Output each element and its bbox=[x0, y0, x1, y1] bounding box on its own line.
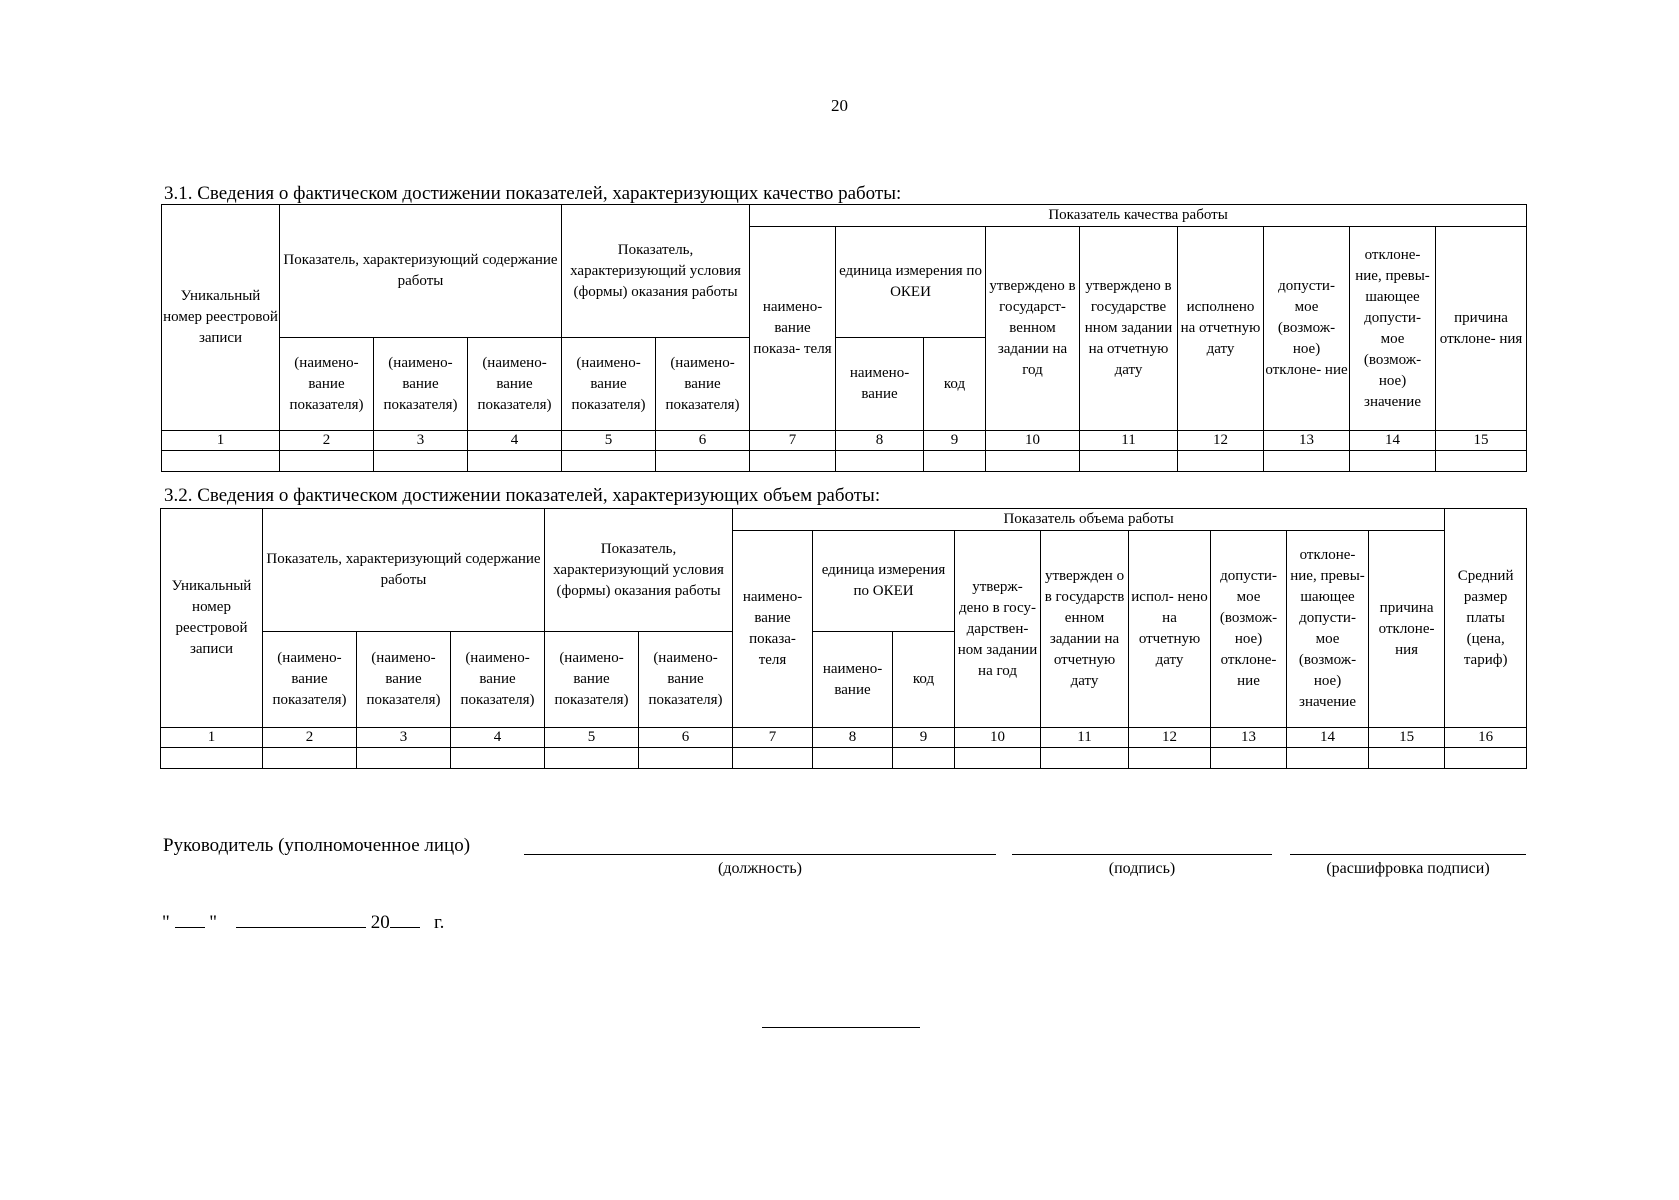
signatory-label: Руководитель (уполномоченное лицо) bbox=[163, 835, 471, 856]
data-cell[interactable] bbox=[1287, 748, 1369, 769]
column-number: 4 bbox=[451, 728, 545, 748]
column-number: 8 bbox=[836, 431, 924, 451]
header-content-name-1: (наимено- вание показателя) bbox=[280, 338, 374, 431]
column-number: 1 bbox=[162, 431, 280, 451]
header-conditions-indicator: Показатель, характеризующий условия (формы) оказания работы bbox=[545, 509, 733, 632]
column-number: 16 bbox=[1445, 728, 1527, 748]
data-cell[interactable] bbox=[836, 451, 924, 472]
month-blank[interactable] bbox=[236, 910, 366, 928]
header-approved-year: утверждено в государст- венном задании на год bbox=[986, 227, 1080, 431]
column-number: 6 bbox=[639, 728, 733, 748]
data-cell[interactable] bbox=[893, 748, 955, 769]
data-cell[interactable] bbox=[1445, 748, 1527, 769]
header-approved-date: утвержден о в государств енном задании на отчетную дату bbox=[1041, 531, 1129, 728]
column-numbers-row bbox=[161, 728, 1527, 748]
data-cell[interactable] bbox=[955, 748, 1041, 769]
header-okei-unit: единица измерения по ОКЕИ bbox=[813, 531, 955, 632]
column-number: 15 bbox=[1369, 728, 1445, 748]
header-indicator-name: наимено- вание показа- теля bbox=[733, 531, 813, 728]
year-prefix: 20 bbox=[370, 912, 390, 933]
footer-rule bbox=[762, 1027, 920, 1028]
header-average-price: Средний размер платы (цена, тариф) bbox=[1445, 509, 1527, 728]
day-blank[interactable] bbox=[175, 910, 205, 928]
year-blank[interactable] bbox=[390, 910, 420, 928]
header-unique-number: Уникальный номер реестровой записи bbox=[161, 509, 263, 728]
column-number: 13 bbox=[1211, 728, 1287, 748]
header-volume-indicator-group: Показатель объема работы bbox=[733, 509, 1445, 531]
column-number: 10 bbox=[986, 431, 1080, 451]
data-cell[interactable] bbox=[656, 451, 750, 472]
header-approved-year: утверж- дено в госу- дарствен- ном задании на год bbox=[955, 531, 1041, 728]
data-cell[interactable] bbox=[1129, 748, 1211, 769]
position-caption: (должность) bbox=[718, 860, 802, 877]
data-cell[interactable] bbox=[280, 451, 374, 472]
column-number: 8 bbox=[813, 728, 893, 748]
data-cell[interactable] bbox=[986, 451, 1080, 472]
header-allowed-deviation: допусти- мое (возмож- ное) отклоне- ние bbox=[1264, 227, 1350, 431]
signature-decode-caption: (расшифровка подписи) bbox=[1326, 860, 1490, 877]
data-cell[interactable] bbox=[1080, 451, 1178, 472]
header-executed: испол- нено на отчетную дату bbox=[1129, 531, 1211, 728]
data-cell[interactable] bbox=[263, 748, 357, 769]
quality-indicators-table bbox=[161, 204, 1527, 472]
column-number: 11 bbox=[1080, 431, 1178, 451]
header-content-name-2: (наимено- вание показателя) bbox=[374, 338, 468, 431]
header-conditions-indicator: Показатель, характеризующий условия (формы) оказания работы bbox=[562, 205, 750, 338]
column-number: 7 bbox=[733, 728, 813, 748]
header-unit-code: код bbox=[893, 632, 955, 728]
volume-indicators-table bbox=[160, 508, 1527, 769]
header-content-name-1: (наимено- вание показателя) bbox=[263, 632, 357, 728]
header-unit-code: код bbox=[924, 338, 986, 431]
header-okei-unit: единица измерения по ОКЕИ bbox=[836, 227, 986, 338]
data-cell[interactable] bbox=[1041, 748, 1129, 769]
column-number: 5 bbox=[562, 431, 656, 451]
column-number: 5 bbox=[545, 728, 639, 748]
quote-open: " bbox=[162, 912, 170, 933]
data-cell[interactable] bbox=[733, 748, 813, 769]
section-title-quality: 3.1. Сведения о фактическом достижении показателей, характеризующих качество работы: bbox=[164, 183, 902, 204]
column-number: 2 bbox=[263, 728, 357, 748]
column-number: 13 bbox=[1264, 431, 1350, 451]
data-cell[interactable] bbox=[639, 748, 733, 769]
data-cell[interactable] bbox=[1264, 451, 1350, 472]
column-number: 15 bbox=[1436, 431, 1527, 451]
data-cell[interactable] bbox=[813, 748, 893, 769]
header-deviation-reason: причина отклоне- ния bbox=[1369, 531, 1445, 728]
column-number: 10 bbox=[955, 728, 1041, 748]
column-number: 1 bbox=[161, 728, 263, 748]
column-number: 11 bbox=[1041, 728, 1129, 748]
data-cell[interactable] bbox=[750, 451, 836, 472]
column-number: 12 bbox=[1129, 728, 1211, 748]
column-number: 6 bbox=[656, 431, 750, 451]
data-cell[interactable] bbox=[162, 451, 280, 472]
header-deviation-reason: причина отклоне- ния bbox=[1436, 227, 1527, 431]
header-content-name-3: (наимено- вание показателя) bbox=[451, 632, 545, 728]
header-content-name-2: (наимено- вание показателя) bbox=[357, 632, 451, 728]
header-executed: исполнено на отчетную дату bbox=[1178, 227, 1264, 431]
column-number: 3 bbox=[374, 431, 468, 451]
header-content-name-3: (наимено- вание показателя) bbox=[468, 338, 562, 431]
position-line[interactable] bbox=[524, 854, 996, 855]
header-allowed-deviation: допусти- мое (возмож- ное) отклоне- ние bbox=[1211, 531, 1287, 728]
column-number: 14 bbox=[1350, 431, 1436, 451]
quote-close: " bbox=[209, 912, 218, 933]
header-content-indicator: Показатель, характеризующий содержание работы bbox=[263, 509, 545, 632]
column-number: 9 bbox=[924, 431, 986, 451]
header-quality-indicator-group: Показатель качества работы bbox=[750, 205, 1527, 227]
data-cell[interactable] bbox=[924, 451, 986, 472]
header-unique-number: Уникальный номер реестровой записи bbox=[162, 205, 280, 431]
header-content-indicator: Показатель, характеризующий содержание работы bbox=[280, 205, 562, 338]
data-cell[interactable] bbox=[468, 451, 562, 472]
data-cell[interactable] bbox=[451, 748, 545, 769]
header-approved-date: утверждено в государстве нном задании на отчетную дату bbox=[1080, 227, 1178, 431]
signature-decode-line[interactable] bbox=[1290, 854, 1526, 855]
column-number: 12 bbox=[1178, 431, 1264, 451]
header-unit-name: наимено- вание bbox=[836, 338, 924, 431]
column-number: 3 bbox=[357, 728, 451, 748]
table-row bbox=[161, 748, 1527, 769]
header-indicator-name: наимено- вание показа- теля bbox=[750, 227, 836, 431]
data-cell[interactable] bbox=[357, 748, 451, 769]
data-cell[interactable] bbox=[161, 748, 263, 769]
data-cell[interactable] bbox=[1436, 451, 1527, 472]
column-number: 7 bbox=[750, 431, 836, 451]
header-conditions-name-1: (наимено- вание показателя) bbox=[562, 338, 656, 431]
data-cell[interactable] bbox=[562, 451, 656, 472]
header-conditions-name-2: (наимено- вание показателя) bbox=[656, 338, 750, 431]
table-row bbox=[162, 451, 1527, 472]
data-cell[interactable] bbox=[1369, 748, 1445, 769]
data-cell[interactable] bbox=[1178, 451, 1264, 472]
data-cell[interactable] bbox=[374, 451, 468, 472]
signature-caption: (подпись) bbox=[1108, 860, 1176, 877]
header-conditions-name-2: (наимено- вание показателя) bbox=[639, 632, 733, 728]
column-number: 9 bbox=[893, 728, 955, 748]
data-cell[interactable] bbox=[1211, 748, 1287, 769]
column-number: 4 bbox=[468, 431, 562, 451]
date-line bbox=[162, 910, 444, 934]
header-exceeding-deviation: отклоне- ние, превы- шающее допусти- мое (возмож- ное) значение bbox=[1287, 531, 1369, 728]
header-unit-name: наимено- вание bbox=[813, 632, 893, 728]
section-title-volume: 3.2. Сведения о фактическом достижении показателей, характеризующих объем работы: bbox=[164, 485, 881, 506]
data-cell[interactable] bbox=[1350, 451, 1436, 472]
column-number: 2 bbox=[280, 431, 374, 451]
data-cell[interactable] bbox=[545, 748, 639, 769]
year-suffix: г. bbox=[434, 912, 445, 933]
signature-line[interactable] bbox=[1012, 854, 1272, 855]
page-number: 20 bbox=[831, 96, 848, 115]
column-numbers-row bbox=[162, 431, 1527, 451]
column-number: 14 bbox=[1287, 728, 1369, 748]
header-exceeding-deviation: отклоне- ние, превы- шающее допусти- мое (возмож- ное) значение bbox=[1350, 227, 1436, 431]
header-conditions-name-1: (наимено- вание показателя) bbox=[545, 632, 639, 728]
